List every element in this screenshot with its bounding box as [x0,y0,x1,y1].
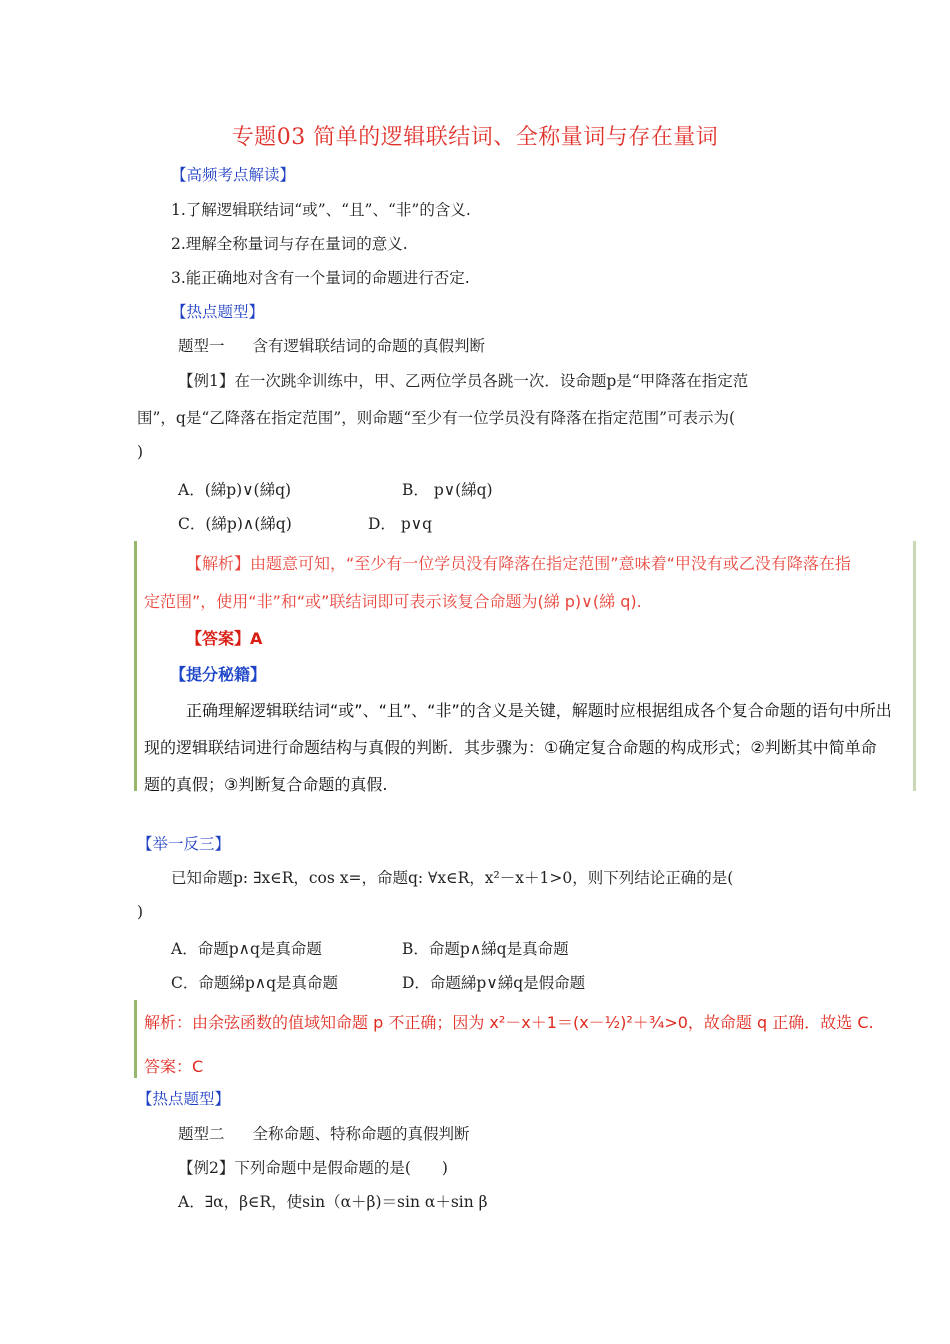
question-type-label [178,334,485,356]
option-c: C．(綈p)∧(綈q) [178,515,292,533]
question-type-label-2 [178,1122,470,1144]
option-b: B． p∨(綈q) [402,481,493,499]
example-1-line-2: 围”，q是“乙降落在指定范围”，则命题“至少有一位学员没有降落在指定范围”可表示为( [137,409,736,427]
example-2-option-a: A．∃α，β∈R，使sin（α＋β)＝sin α＋sin β [178,1193,488,1211]
section-tag-practice: 【举一反三】 [137,835,231,853]
analysis-line-1: 【解析】由题意可知，“至少有一位学员没有降落在指定范围”意味着“甲没有或乙没有降落在指 [186,554,851,573]
option-d: D． p∨q [368,515,433,533]
section-tag-hot-topic: 【热点题型】 [171,303,265,321]
option-b: B．命题p∧綈q是真命题 [402,940,569,958]
section-tag-hot-topic-2: 【热点题型】 [137,1090,231,1108]
example-1-line-3: ) [137,443,144,461]
tip-line-3: 题的真假；③判断复合命题的真假. [144,775,388,794]
option-a: A．(綈p)∨(綈q) [178,481,292,499]
answer-label: 【答案】A [186,629,263,648]
type-text: 全称命题、特称命题的真假判断 [252,1125,470,1143]
list-item: 3.能正确地对含有一个量词的命题进行否定. [171,269,470,287]
type-label: 题型一 [178,337,225,355]
analysis-line-2: 定范围”，使用“非”和“或”联结词即可表示该复合命题为(綈 p)∨(綈 q). [144,592,642,611]
type-label: 题型二 [178,1125,225,1143]
option-a: A．命题p∧q是真命题 [171,940,322,958]
practice-question-line-2: ) [137,903,144,921]
option-d: D．命题綈p∨綈q是假命题 [402,974,586,992]
example-2: 【例2】下列命题中是假命题的是( ) [178,1159,448,1177]
option-c: C．命题綈p∧q是真命题 [171,974,339,992]
tip-line-2: 现的逻辑联结词进行命题结构与真假的判断．其步骤为：①确定复合命题的构成形式；②判断其中简单命 [144,738,877,757]
practice-analysis: 解析：由余弦函数的值域知命题 p 不正确；因为 x²－x＋1＝(x－½)²＋¾>0，故命题 q 正确．故选 C. [144,1013,874,1032]
list-item: 1.了解逻辑联结词“或”、“且”、“非”的含义. [171,201,471,219]
page-title: 专题03 简单的逻辑联结词、全称量词与存在量词 [231,125,719,150]
tip-line-1: 正确理解逻辑联结词“或”、“且”、“非”的含义是关键，解题时应根据组成各个复合命题的语句中所出 [186,701,892,720]
example-1-line-1: 【例1】在一次跳伞训练中，甲、乙两位学员各跳一次．设命题p是“甲降落在指定范 [178,372,749,390]
section-tag-high-frequency: 【高频考点解读】 [171,166,296,184]
type-text: 含有逻辑联结词的命题的真假判断 [252,337,486,355]
practice-question-line-1: 已知命题p: ∃x∈R，cos x=，命题q: ∀x∈R，x²－x＋1>0，则下列结论正确的是( [171,869,734,887]
tip-tag: 【提分秘籍】 [170,665,267,684]
practice-answer: 答案：C [144,1057,204,1076]
list-item: 2.理解全称量词与存在量词的意义. [171,235,408,253]
